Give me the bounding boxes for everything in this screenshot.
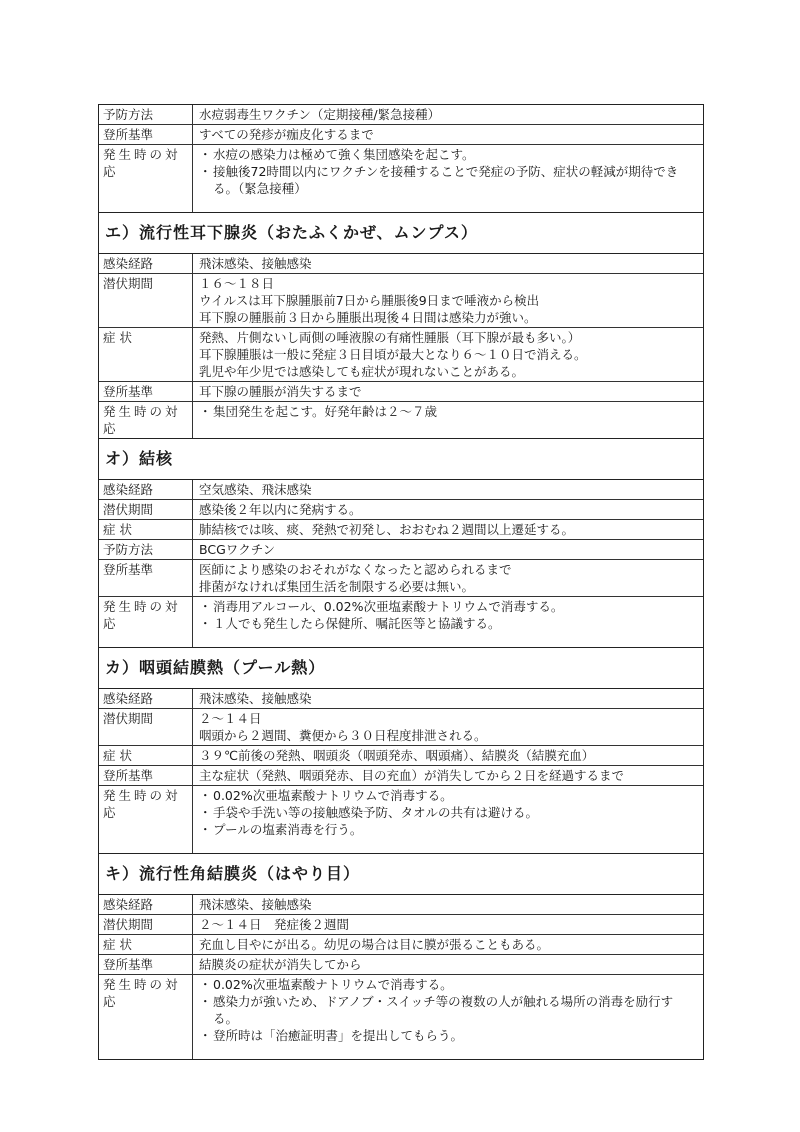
table-row: [99, 746, 703, 766]
bullet-item: ・ 0.02%次亜塩素酸ナトリウムで消毒する。: [199, 787, 697, 804]
section-title: カ）咽頭結膜熱（プール熱）: [99, 648, 703, 689]
section-title: オ）結核: [99, 439, 703, 480]
table-row: [99, 560, 703, 597]
row-label: 潜伏期間: [99, 709, 193, 745]
row-value: [193, 746, 703, 765]
table-row: [99, 915, 703, 935]
section-title: エ）流行性耳下腺炎（おたふくかぜ、ムンプス）: [99, 213, 703, 254]
table-row: [99, 274, 703, 328]
table-row: [99, 689, 703, 709]
row-label: 登所基準: [99, 382, 193, 401]
row-value: [193, 105, 703, 124]
row-label: 発生時の対応: [99, 597, 193, 647]
disease-section: [99, 213, 703, 439]
row-label: 症 状: [99, 328, 193, 381]
row-value: [193, 540, 703, 559]
value-line: 水痘弱毒生ワクチン（定期接種/緊急接種）: [199, 107, 441, 122]
row-label: 予防方法: [99, 540, 193, 559]
bullet-item: ・ 登所時は「治癒証明書」を提出してもらう。: [199, 1027, 697, 1044]
table-row: [99, 597, 703, 647]
row-label: 潜伏期間: [99, 915, 193, 934]
row-label: 感染経路: [99, 689, 193, 708]
table-row: [99, 895, 703, 915]
table-row: [99, 105, 703, 125]
disease-table: [98, 104, 704, 1060]
bullet-item: ・ 手袋や手洗い等の接触感染予防、タオルの共有は避ける。: [199, 804, 697, 821]
bullet-item: ・ 消毒用アルコール、0.02%次亜塩素酸ナトリウムで消毒する。: [199, 598, 697, 615]
value-line: ２〜１４日 発症後２週間: [199, 917, 350, 932]
row-value: [193, 125, 703, 144]
bullet-item: ・ 0.02%次亜塩素酸ナトリウムで消毒する。: [199, 976, 697, 993]
row-value: [193, 955, 703, 974]
row-label: 登所基準: [99, 560, 193, 596]
table-row: [99, 935, 703, 955]
value-line: 空気感染、飛沫感染: [199, 482, 312, 497]
value-line: 耳下腺の腫脹前３日から腫脹出現後４日間は感染力が強い。: [199, 310, 537, 325]
value-line: 耳下腺の腫脹が消失するまで: [199, 384, 362, 399]
table-row: [99, 540, 703, 560]
value-line: すべての発疹が痂皮化するまで: [199, 127, 374, 142]
row-value: [193, 786, 703, 853]
value-line: 感染後２年以内に発病する。: [199, 502, 362, 517]
value-line: 飛沫感染、接触感染: [199, 256, 312, 271]
row-label: 感染経路: [99, 480, 193, 499]
value-line: 排菌がなければ集団生活を制限する必要は無い。: [199, 579, 475, 594]
table-row: [99, 328, 703, 382]
section-title: キ）流行性角結膜炎（はやり目）: [99, 854, 703, 895]
disease-section: [99, 648, 703, 854]
row-label: 発生時の対応: [99, 145, 193, 212]
table-row: [99, 766, 703, 786]
row-value: [193, 709, 703, 745]
table-row: [99, 145, 703, 212]
value-line: BCGワクチン: [199, 542, 276, 557]
value-line: 飛沫感染、接触感染: [199, 897, 312, 912]
row-value: [193, 480, 703, 499]
bullet-item: ・ 水痘の感染力は極めて強く集団感染を起こす。: [199, 146, 697, 163]
row-value: [193, 597, 703, 647]
table-row: [99, 382, 703, 402]
row-value: [193, 895, 703, 914]
row-value: [193, 145, 703, 212]
row-label: 登所基準: [99, 125, 193, 144]
row-label: 発生時の対応: [99, 975, 193, 1059]
row-value: [193, 560, 703, 596]
row-label: 予防方法: [99, 105, 193, 124]
table-row: [99, 786, 703, 853]
table-row: [99, 520, 703, 540]
bullet-item: ・ プールの塩素消毒を行う。: [199, 821, 697, 838]
table-row: [99, 500, 703, 520]
table-row: [99, 955, 703, 975]
row-value: [193, 402, 703, 438]
disease-section: [99, 105, 703, 213]
table-row: [99, 402, 703, 438]
row-label: 登所基準: [99, 955, 193, 974]
row-label: 症 状: [99, 520, 193, 539]
value-line: 肺結核では咳、痰、発熱で初発し、おおむね２週間以上遷延する。: [199, 522, 575, 537]
table-row: [99, 480, 703, 500]
row-label: 発生時の対応: [99, 786, 193, 853]
row-label: 潜伏期間: [99, 274, 193, 327]
value-line: 医師により感染のおそれがなくなったと認められるまで: [199, 562, 512, 577]
table-row: [99, 709, 703, 746]
value-line: 充血し目やにが出る。幼児の場合は目に膜が張ることもある。: [199, 937, 550, 952]
row-label: 発生時の対応: [99, 402, 193, 438]
row-label: 登所基準: [99, 766, 193, 785]
bullet-item: ・ 集団発生を起こす。好発年齢は２〜７歳: [199, 403, 697, 420]
row-value: [193, 975, 703, 1059]
value-line: 耳下腺腫脹は一般に発症３日目頃が最大となり６〜１０日で消える。: [199, 347, 587, 362]
bullet-item: ・ 接触後72時間以内にワクチンを接種することで発症の予防、症状の軽減が期待できる。（緊急接種）: [199, 163, 697, 197]
row-value: [193, 500, 703, 519]
disease-section: [99, 439, 703, 648]
row-value: [193, 382, 703, 401]
value-line: ウイルスは耳下腺腫脹前7日から腫脹後9日まで唾液から検出: [199, 293, 540, 308]
row-label: 症 状: [99, 935, 193, 954]
value-line: 結膜炎の症状が消失してから: [199, 957, 362, 972]
value-line: ３９℃前後の発熱、咽頭炎（咽頭発赤、咽頭痛）、結膜炎（結膜充血）: [199, 748, 595, 763]
row-label: 潜伏期間: [99, 500, 193, 519]
value-line: 主な症状（発熱、咽頭発赤、目の充血）が消失してから２日を経過するまで: [199, 768, 625, 783]
row-value: [193, 689, 703, 708]
row-label: 症 状: [99, 746, 193, 765]
bullet-item: ・ 感染力が強いため、ドアノブ・スイッチ等の複数の人が触れる場所の消毒を励行する。: [199, 993, 697, 1027]
value-line: 発熱、片側ないし両側の唾液腺の有痛性腫脹（耳下腺が最も多い。）: [199, 330, 581, 345]
table-row: [99, 975, 703, 1059]
value-line: ２〜１４日: [199, 711, 262, 726]
value-line: 咽頭から２週間、糞便から３０日程度排泄される。: [199, 728, 487, 743]
value-line: 乳児や年少児では感染しても症状が現れないことがある。: [199, 364, 525, 379]
row-value: [193, 328, 703, 381]
table-row: [99, 254, 703, 274]
row-value: [193, 254, 703, 273]
table-row: [99, 125, 703, 145]
row-value: [193, 274, 703, 327]
value-line: 飛沫感染、接触感染: [199, 691, 312, 706]
bullet-item: ・ １人でも発生したら保健所、嘱託医等と協議する。: [199, 615, 697, 632]
row-value: [193, 915, 703, 934]
row-label: 感染経路: [99, 254, 193, 273]
disease-section: [99, 854, 703, 1059]
row-value: [193, 520, 703, 539]
row-value: [193, 935, 703, 954]
value-line: １６〜１８日: [199, 276, 275, 291]
row-label: 感染経路: [99, 895, 193, 914]
row-value: [193, 766, 703, 785]
